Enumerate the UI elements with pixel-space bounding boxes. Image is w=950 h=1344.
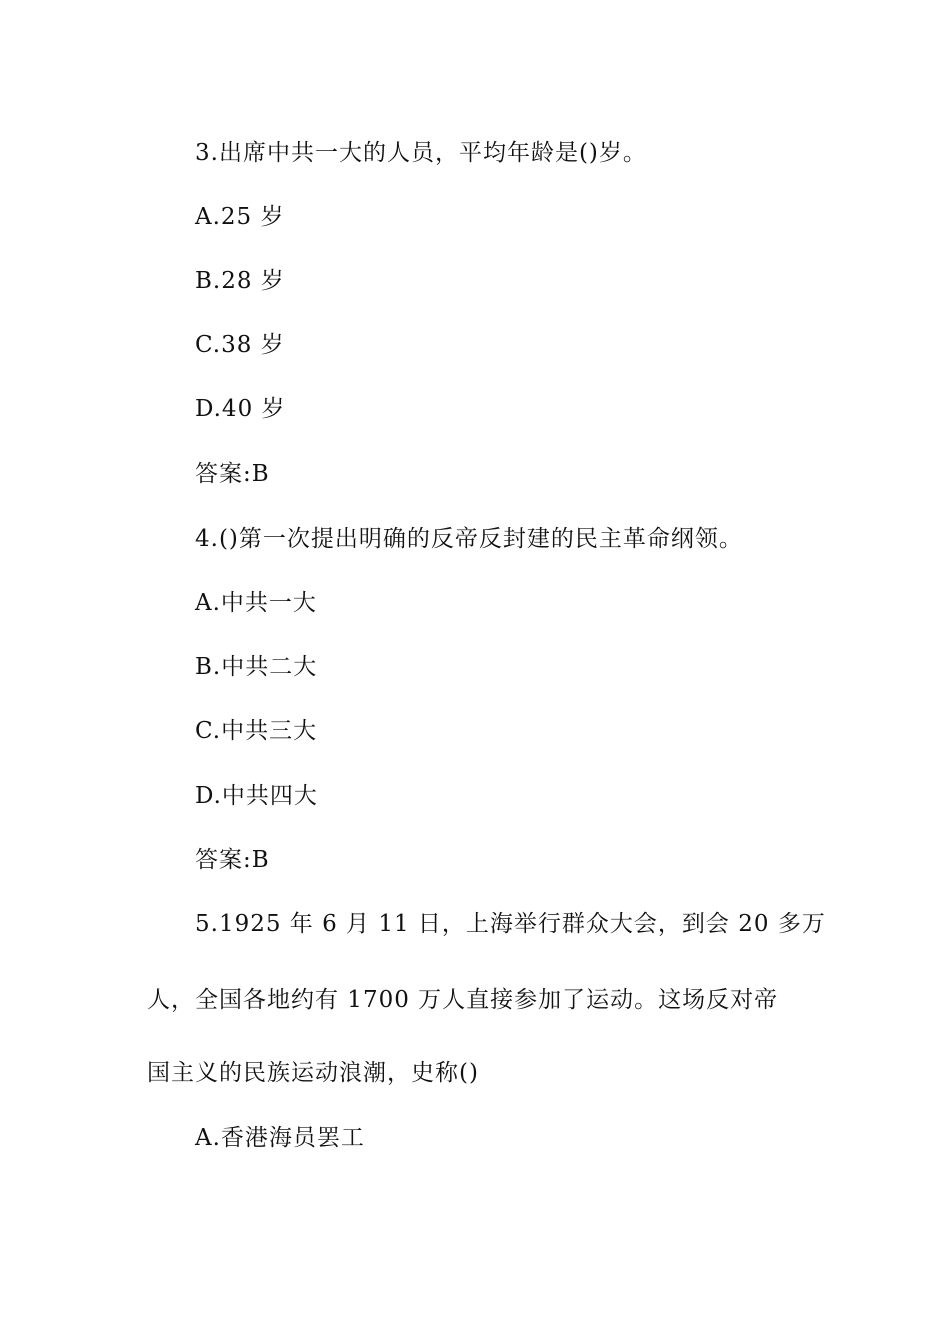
question-5-stem-line-2: 人，全国各地约有 1700 万人直接参加了运动。这场反对帝 [147, 987, 779, 1013]
question-5-stem-line-3: 国主义的民族运动浪潮，史称() [147, 1060, 479, 1086]
question-4-option-b: B.中共二大 [195, 654, 318, 680]
question-3-answer: 答案:B [195, 461, 270, 487]
question-4-option-a: A.中共一大 [195, 590, 317, 616]
question-3-stem: 3.出席中共一大的人员，平均年龄是()岁。 [195, 140, 647, 166]
question-3-option-d: D.40 岁 [195, 396, 286, 422]
question-4-answer: 答案:B [195, 847, 270, 873]
question-4-option-c: C.中共三大 [195, 718, 318, 744]
question-4-stem: 4.()第一次提出明确的反帝反封建的民主革命纲领。 [195, 526, 743, 552]
question-3-option-c: C.38 岁 [195, 332, 285, 358]
question-5-stem-line-1: 5.1925 年 6 月 11 日，上海举行群众大会，到会 20 多万 [195, 911, 826, 937]
question-5-option-a: A.香港海员罢工 [195, 1125, 365, 1151]
question-3-option-b: B.28 岁 [195, 268, 285, 294]
question-3-option-a: A.25 岁 [195, 204, 285, 230]
question-4-option-d: D.中共四大 [195, 783, 318, 809]
